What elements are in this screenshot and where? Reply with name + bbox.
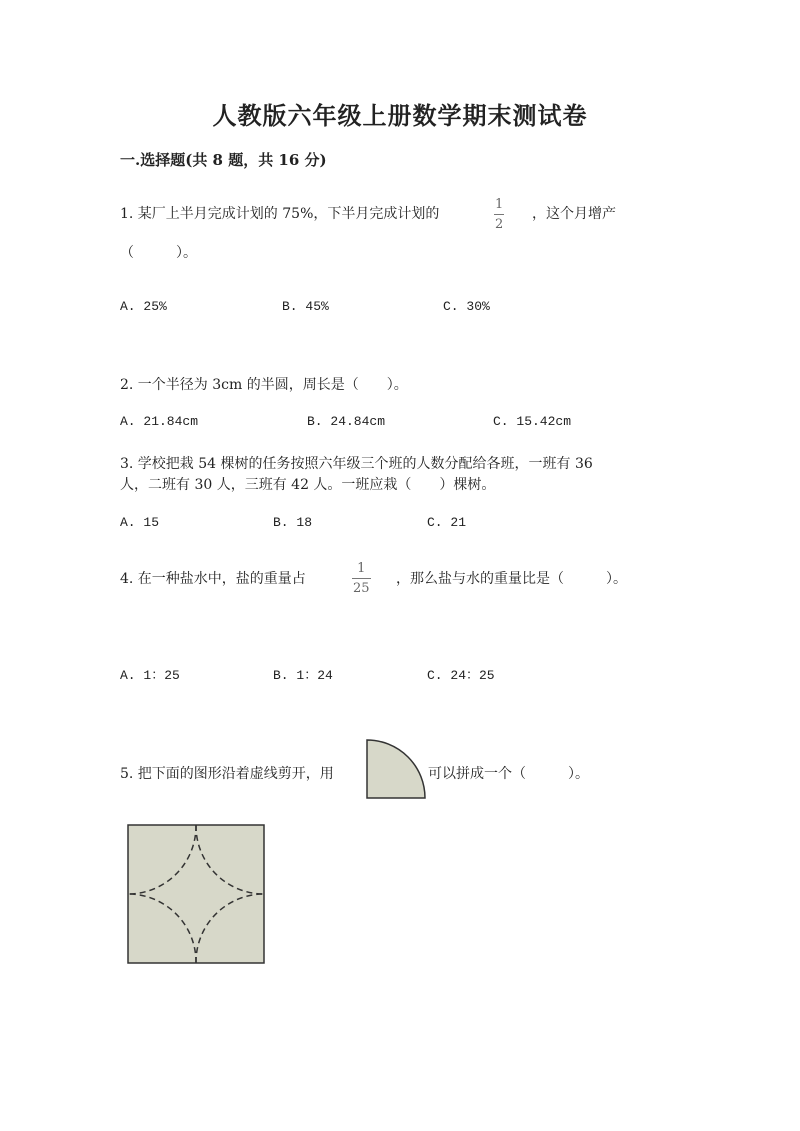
square-shape [128,825,264,963]
question-1-part1: 1. 某厂上半月完成计划的 75%，下半月完成计划的 [120,206,440,222]
question-4-part1: 4. 在一种盐水中，盐的重量占 [120,571,306,587]
fraction-numerator: 1 [357,561,366,576]
quarter-circle-figure [364,738,428,800]
question-4-option-c[interactable]: C. 24：25 [427,668,495,683]
page-title: 人教版六年级上册数学期末测试卷 [212,101,588,130]
question-4-option-b[interactable]: B. 1：24 [273,668,333,683]
question-1-option-a[interactable]: A. 25% [120,299,167,314]
question-1-option-b[interactable]: B. 45% [282,299,329,314]
question-3-option-b[interactable]: B. 18 [273,515,313,530]
fraction-denominator: 25 [353,581,370,596]
question-1-text [120,203,439,223]
question-3-line1: 3. 学校把栽 54 棵树的任务按照六年级三个班的人数分配给各班，一班有 36 [120,456,593,472]
question-1-line2: （ ）。 [120,245,197,261]
fraction-numerator: 1 [495,197,504,212]
section-heading: 一.选择题(共 8 题，共 16 分) [120,151,327,169]
question-5-part2: 可以拼成一个（ ）。 [428,766,589,782]
question-3-option-c[interactable]: C. 21 [427,515,467,530]
question-1-part2: ，这个月增产 [532,206,616,222]
dashed-square-figure [126,823,266,965]
question-5-part1: 5. 把下面的图形沿着虚线剪开，用 [120,766,334,782]
question-3-option-a[interactable]: A. 15 [120,515,160,530]
question-4-fraction [352,562,371,595]
question-2-option-a[interactable]: A. 21.84cm [120,414,199,429]
question-1-option-c[interactable]: C. 30% [443,299,490,314]
question-1-fraction [494,198,504,231]
fraction-bar [494,214,504,215]
fraction-bar [352,578,371,579]
quarter-circle-shape [367,740,425,798]
fraction-denominator: 2 [495,217,504,232]
question-4-option-a[interactable]: A. 1：25 [120,668,180,683]
question-2-option-c[interactable]: C. 15.42cm [493,414,572,429]
question-3-line2: 人，二班有 30 人，三班有 42 人。一班应栽（ ）棵树。 [120,477,496,493]
question-4-part2: ，那么盐与水的重量比是（ ）。 [396,571,627,587]
question-2-text: 2. 一个半径为 3cm 的半圆，周长是（ ）。 [120,377,408,393]
question-2-option-b[interactable]: B. 24.84cm [307,414,386,429]
